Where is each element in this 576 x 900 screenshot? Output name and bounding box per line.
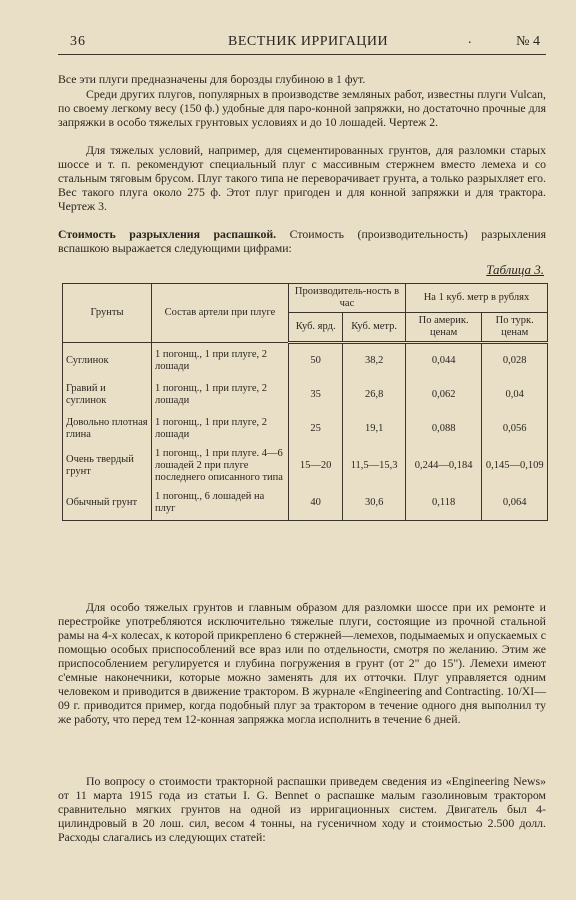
header-rule	[58, 54, 546, 55]
header-cost-group: На 1 куб. метр в рублях	[405, 284, 547, 313]
soil-cell: Гравий и суглинок	[63, 378, 152, 412]
meters-cell: 26,8	[343, 378, 406, 412]
header-soils: Грунты	[63, 284, 152, 343]
paragraph-3-text: Для тяжелых условий, например, для сцементированных грунтов, для разломки старых шоссе и т. п. рекомендуют специальный плуг с массивным стержнем вместо лемеха и со стальным тяговым брусом. Плуг такого типа не переворачивает грунта, а только разрыхляет его. Вес такого плуга около 275 ф. Этот плуг пригоден и для конной запряжки и для трактора. Чертеж 3.	[58, 143, 546, 213]
yards-cell: 40	[289, 486, 343, 521]
soil-cell: Обычный грунт	[63, 486, 152, 521]
page-header	[58, 30, 546, 54]
yards-cell: 15—20	[289, 446, 343, 486]
paragraph-4	[58, 227, 546, 255]
header-crew: Состав артели при плуге	[152, 284, 289, 343]
crew-cell: 1 погонщ., 1 при плуге, 2 лошади	[152, 343, 289, 379]
crew-cell: 1 погонщ., 1 при плуге, 2 лошади	[152, 412, 289, 446]
paragraph-2	[58, 87, 546, 129]
cost-table	[62, 283, 548, 521]
table-row	[63, 343, 548, 379]
journal-title: ВЕСТНИК ИРРИГАЦИИ	[228, 34, 389, 49]
paragraph-2-text: Среди других плугов, популярных в производстве земляных работ, известны плуги Vulcan, по своему легкому весу (150 ф.) удобные для паро-конной запряжки, но достаточно прочные для запряжки в особо тяжелых грунтовых условиях и до 10 лошадей. Чертеж 2.	[58, 87, 546, 129]
usd-cost-cell: 0,118	[405, 486, 481, 521]
header-cubic-meters: Куб. метр.	[343, 313, 406, 343]
turk-cost-cell: 0,145—0,109	[482, 446, 548, 486]
soil-cell: Довольно плотная глина	[63, 412, 152, 446]
meters-cell: 38,2	[343, 343, 406, 379]
table-row	[63, 412, 548, 446]
crew-cell: 1 погонщ., 1 при плуге. 4—6 лошадей 2 при плуге последнего описанного типа	[152, 446, 289, 486]
paragraph-6	[58, 774, 546, 844]
paragraph-6-text: По вопросу о стоимости тракторной распашки приведем сведения из «Engineering News» от 11 марта 1915 года из статьи I. G. Bennet о распашке малым газолиновым трактором сравнительно мягких грунтов на одной из ирригационных систем. Двигатель был 4-цилиндровый в 20 лош. сил, весом 4 тонны, на гусеничном ходу и стоимостью 2.500 долл. Расходы слагались из следующих статей:	[58, 774, 546, 844]
usd-cost-cell: 0,088	[405, 412, 481, 446]
yards-cell: 50	[289, 343, 343, 379]
yards-cell: 35	[289, 378, 343, 412]
crew-cell: 1 погонщ., 6 лошадей на плуг	[152, 486, 289, 521]
paragraph-5	[58, 600, 546, 726]
header-turkestan-prices: По турк. ценам	[482, 313, 548, 343]
table-caption: Таблица 3.	[486, 262, 544, 277]
crew-cell: 1 погонщ., 1 при плуге, 2 лошади	[152, 378, 289, 412]
paragraph-5-text: Для особо тяжелых грунтов и главным образом для разломки шоссе при их ремонте и перестройке употребляются исключительно тяжелые плуги, состоящие из прочной стальной рамы на 4-х колесах, к которой прикреплено 6 стержней—лемехов, подымаемых и опускаемых с помощью особых приспособлений все враз или по отдельности, смотря по желанию. Этим же приспособлением регулируется и глубина погружения в грунт (от 2" до 15"). Лемехи имеют с'емные наконечники, которые можно заменять для их отточки. Плуг управляется одним человеком и приводится в движение трактором. В журнале «Engineering and Contracting. 10/XI—09 г. приводится пример, когда подобный плуг за трактором в течение одного дня выполнил ту же работу, что перед тем 12-конная запряжка могла исполнить в течение 6 дней.	[58, 600, 546, 726]
usd-cost-cell: 0,244—0,184	[405, 446, 481, 486]
meters-cell: 30,6	[343, 486, 406, 521]
turk-cost-cell: 0,056	[482, 412, 548, 446]
header-american-prices: По америк. ценам	[405, 313, 481, 343]
header-cubic-yards: Куб. ярд.	[289, 313, 343, 343]
issue-number: № 4	[516, 34, 540, 49]
yards-cell: 25	[289, 412, 343, 446]
soil-cell: Суглинок	[63, 343, 152, 379]
page-number: 36	[70, 34, 86, 49]
meters-cell: 11,5—15,3	[343, 446, 406, 486]
table-row	[63, 486, 548, 521]
header-separator: .	[468, 32, 472, 47]
turk-cost-cell: 0,04	[482, 378, 548, 412]
usd-cost-cell: 0,062	[405, 378, 481, 412]
table-row	[63, 446, 548, 486]
paragraph-3	[58, 143, 546, 213]
section-heading: Стоимость разрыхления распашкой.	[58, 227, 277, 241]
table-row	[63, 378, 548, 412]
paragraph-1-text: Все эти плуги предназначены для борозды глубиною в 1 фут.	[58, 72, 366, 86]
soil-cell: Очень твердый грунт	[63, 446, 152, 486]
header-productivity: Производитель-ность в час	[289, 284, 406, 313]
turk-cost-cell: 0,028	[482, 343, 548, 379]
paragraph-1	[58, 72, 546, 86]
paragraph-4-text: Стоимость (производительность) разрыхления вспашкою выражается следующими цифрами:	[58, 227, 546, 255]
meters-cell: 19,1	[343, 412, 406, 446]
usd-cost-cell: 0,044	[405, 343, 481, 379]
turk-cost-cell: 0,064	[482, 486, 548, 521]
